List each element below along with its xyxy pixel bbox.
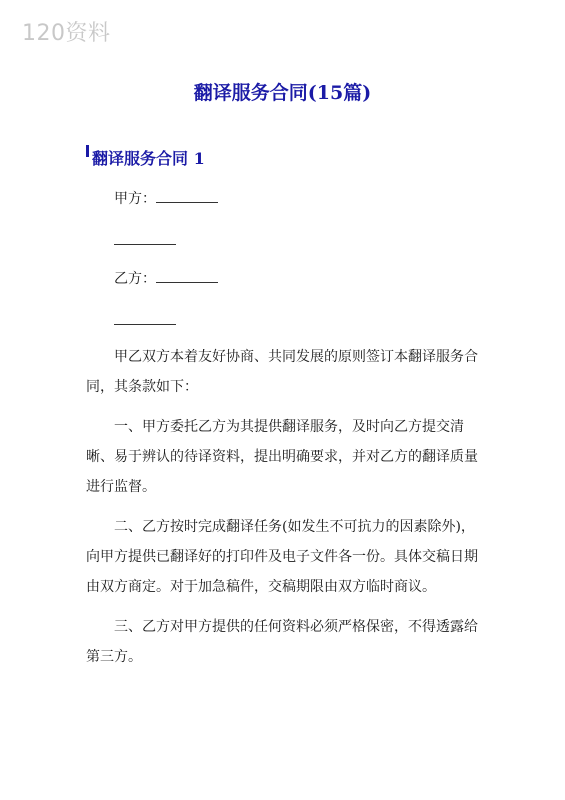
watermark-logo: 120资料	[22, 21, 111, 46]
party-b-extra-line	[114, 310, 176, 331]
party-b-label: 乙方：	[114, 271, 156, 287]
party-a-label: 甲方：	[114, 191, 156, 207]
party-a-extra-line	[114, 230, 176, 251]
party-a-extra-blank	[114, 230, 176, 245]
paragraph-clause-2	[86, 512, 486, 602]
paragraph-intro-text: 甲乙双方本着友好协商、共同发展的原则签订本翻译服务合同，其条款如下：	[86, 349, 478, 395]
paragraph-clause-3	[86, 612, 486, 672]
paragraph-clause-3-text: 三、乙方对甲方提供的任何资料必须严格保密，不得透露给第三方。	[86, 619, 478, 665]
paragraph-clause-2-text: 二、乙方按时完成翻译任务(如发生不可抗力的因素除外)，向甲方提供已翻译好的打印件及电子文件各一份。具体交稿日期由双方商定。对于加急稿件，交稿期限由双方临时商议。	[86, 519, 478, 595]
party-a-blank	[156, 188, 218, 203]
paragraph-clause-1	[86, 412, 486, 502]
paragraph-clause-1-text: 一、甲方委托乙方为其提供翻译服务，及时向乙方提交清晰、易于辨认的待译资料，提出明确要求，并对乙方的翻译质量进行监督。	[86, 419, 478, 495]
party-b-blank	[156, 268, 218, 283]
section-heading: 翻译服务合同 1	[92, 149, 205, 168]
party-b-extra-blank	[114, 310, 176, 325]
document-title: 翻译服务合同(15篇)	[193, 82, 372, 104]
party-b-line	[114, 268, 218, 289]
paragraph-intro	[86, 342, 486, 402]
party-a-line	[114, 188, 218, 209]
